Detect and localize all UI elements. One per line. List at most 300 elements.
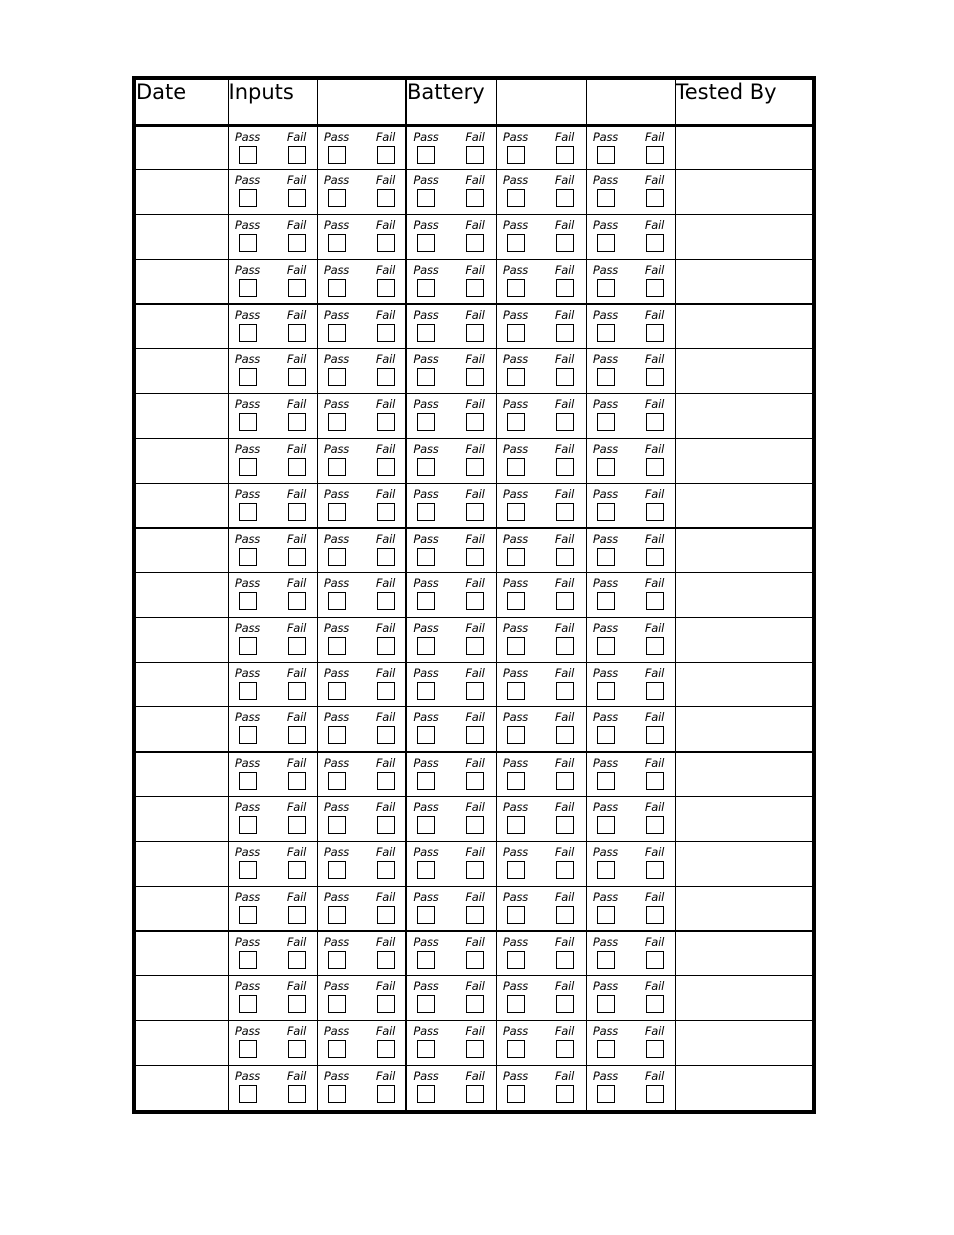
pass-checkbox[interactable] [328, 234, 346, 252]
fail-checkbox[interactable] [466, 726, 484, 744]
fail-checkbox[interactable] [288, 861, 306, 879]
fail-checkbox[interactable] [646, 1085, 664, 1103]
fail-checkbox[interactable] [466, 146, 484, 164]
fail-option [368, 219, 404, 252]
fail-checkbox[interactable] [646, 816, 664, 834]
pass-checkbox[interactable] [597, 368, 615, 386]
pass-checkbox[interactable] [507, 189, 525, 207]
pass-checkbox[interactable] [417, 548, 435, 566]
tested-by-cell[interactable] [675, 707, 812, 752]
fail-checkbox[interactable] [377, 548, 395, 566]
pass-checkbox[interactable] [597, 458, 615, 476]
pass-fail-cell [586, 528, 675, 573]
pass-checkbox[interactable] [328, 592, 346, 610]
fail-checkbox[interactable] [556, 279, 574, 297]
pass-checkbox[interactable] [239, 548, 257, 566]
fail-checkbox[interactable] [377, 368, 395, 386]
fail-checkbox[interactable] [288, 458, 306, 476]
pass-checkbox[interactable] [507, 682, 525, 700]
pass-checkbox[interactable] [417, 906, 435, 924]
log-row [136, 304, 812, 349]
pass-checkbox[interactable] [239, 1085, 257, 1103]
pass-checkbox[interactable] [328, 458, 346, 476]
pass-checkbox[interactable] [507, 548, 525, 566]
fail-checkbox[interactable] [556, 1085, 574, 1103]
pass-checkbox[interactable] [597, 324, 615, 342]
fail-checkbox[interactable] [466, 413, 484, 431]
fail-checkbox[interactable] [646, 324, 664, 342]
fail-checkbox[interactable] [466, 772, 484, 790]
pass-checkbox[interactable] [239, 146, 257, 164]
pass-fail-cell [586, 394, 675, 439]
pass-option [588, 131, 624, 164]
pass-checkbox[interactable] [328, 146, 346, 164]
fail-checkbox[interactable] [377, 816, 395, 834]
fail-checkbox[interactable] [646, 458, 664, 476]
pass-checkbox[interactable] [597, 592, 615, 610]
fail-checkbox[interactable] [288, 682, 306, 700]
fail-checkbox[interactable] [556, 906, 574, 924]
fail-checkbox[interactable] [556, 368, 574, 386]
pass-checkbox[interactable] [328, 951, 346, 969]
tested-by-cell[interactable] [675, 304, 812, 349]
fail-checkbox[interactable] [646, 368, 664, 386]
fail-checkbox[interactable] [556, 413, 574, 431]
fail-checkbox[interactable] [377, 951, 395, 969]
fail-checkbox[interactable] [466, 368, 484, 386]
fail-checkbox[interactable] [556, 726, 574, 744]
pass-checkbox[interactable] [597, 726, 615, 744]
pass-checkbox[interactable] [328, 682, 346, 700]
date-cell[interactable] [136, 1065, 228, 1110]
date-cell[interactable] [136, 1020, 228, 1065]
tested-by-cell[interactable] [675, 886, 812, 931]
pass-checkbox[interactable] [507, 861, 525, 879]
fail-checkbox[interactable] [377, 503, 395, 521]
fail-checkbox[interactable] [288, 368, 306, 386]
fail-checkbox[interactable] [556, 772, 574, 790]
fail-checkbox[interactable] [288, 1085, 306, 1103]
pass-checkbox[interactable] [597, 951, 615, 969]
date-cell[interactable] [136, 796, 228, 841]
fail-checkbox[interactable] [646, 861, 664, 879]
fail-label: Fail [554, 352, 575, 367]
tested-by-cell[interactable] [675, 125, 812, 170]
fail-checkbox[interactable] [377, 146, 395, 164]
pass-checkbox[interactable] [239, 368, 257, 386]
fail-checkbox[interactable] [466, 682, 484, 700]
fail-checkbox[interactable] [466, 906, 484, 924]
tested-by-cell[interactable] [675, 841, 812, 886]
fail-checkbox[interactable] [377, 189, 395, 207]
pass-checkbox[interactable] [417, 189, 435, 207]
fail-checkbox[interactable] [288, 772, 306, 790]
pass-fail-cell [406, 349, 496, 394]
pass-checkbox[interactable] [328, 413, 346, 431]
fail-checkbox[interactable] [377, 906, 395, 924]
tested-by-cell[interactable] [675, 573, 812, 618]
tested-by-cell[interactable] [675, 349, 812, 394]
fail-checkbox[interactable] [377, 637, 395, 655]
pass-option [588, 936, 624, 969]
fail-checkbox[interactable] [556, 861, 574, 879]
fail-label: Fail [375, 173, 396, 188]
fail-checkbox[interactable] [556, 234, 574, 252]
fail-checkbox[interactable] [646, 592, 664, 610]
pass-checkbox[interactable] [328, 368, 346, 386]
pass-checkbox[interactable] [417, 458, 435, 476]
fail-checkbox[interactable] [556, 682, 574, 700]
date-cell[interactable] [136, 617, 228, 662]
fail-label: Fail [465, 531, 485, 546]
pass-checkbox[interactable] [328, 637, 346, 655]
date-cell[interactable] [136, 215, 228, 260]
tested-by-cell[interactable] [675, 483, 812, 528]
pass-checkbox[interactable] [507, 816, 525, 834]
pass-checkbox[interactable] [239, 682, 257, 700]
pass-checkbox[interactable] [597, 548, 615, 566]
fail-checkbox[interactable] [288, 951, 306, 969]
pass-checkbox[interactable] [507, 324, 525, 342]
pass-fail-cell [317, 841, 406, 886]
fail-checkbox[interactable] [646, 682, 664, 700]
fail-label: Fail [465, 576, 485, 591]
date-cell[interactable] [136, 125, 228, 170]
pass-checkbox[interactable] [239, 951, 257, 969]
pass-checkbox[interactable] [328, 189, 346, 207]
fail-checkbox[interactable] [377, 726, 395, 744]
pass-checkbox[interactable] [507, 592, 525, 610]
pass-label: Pass [592, 441, 619, 456]
date-cell[interactable] [136, 976, 228, 1021]
fail-option [457, 264, 493, 297]
pass-checkbox[interactable] [597, 772, 615, 790]
fail-checkbox[interactable] [556, 189, 574, 207]
date-cell[interactable] [136, 438, 228, 483]
pass-checkbox[interactable] [328, 548, 346, 566]
fail-checkbox[interactable] [288, 234, 306, 252]
pass-checkbox[interactable] [507, 995, 525, 1013]
pass-checkbox[interactable] [597, 1085, 615, 1103]
pass-checkbox[interactable] [239, 861, 257, 879]
date-cell[interactable] [136, 483, 228, 528]
pass-checkbox[interactable] [507, 951, 525, 969]
pass-checkbox[interactable] [328, 816, 346, 834]
pass-checkbox[interactable] [417, 951, 435, 969]
pass-checkbox[interactable] [328, 503, 346, 521]
tested-by-cell[interactable] [675, 752, 812, 797]
date-cell[interactable] [136, 259, 228, 304]
fail-checkbox[interactable] [646, 503, 664, 521]
fail-checkbox[interactable] [646, 189, 664, 207]
tested-by-cell[interactable] [675, 662, 812, 707]
fail-checkbox[interactable] [288, 906, 306, 924]
tested-by-cell[interactable] [675, 215, 812, 260]
pass-checkbox[interactable] [328, 324, 346, 342]
date-cell[interactable] [136, 707, 228, 752]
fail-checkbox[interactable] [288, 995, 306, 1013]
fail-checkbox[interactable] [377, 1040, 395, 1058]
pass-checkbox[interactable] [417, 503, 435, 521]
fail-checkbox[interactable] [556, 637, 574, 655]
fail-checkbox[interactable] [556, 548, 574, 566]
pass-checkbox[interactable] [239, 503, 257, 521]
pass-checkbox[interactable] [239, 234, 257, 252]
fail-checkbox[interactable] [288, 324, 306, 342]
tested-by-cell[interactable] [675, 796, 812, 841]
pass-checkbox[interactable] [417, 772, 435, 790]
date-cell[interactable] [136, 170, 228, 215]
fail-checkbox[interactable] [377, 324, 395, 342]
pass-option [319, 622, 355, 655]
fail-label: Fail [375, 397, 396, 412]
pass-checkbox[interactable] [239, 324, 257, 342]
fail-label: Fail [644, 308, 665, 323]
pass-checkbox[interactable] [507, 637, 525, 655]
pass-checkbox[interactable] [597, 503, 615, 521]
fail-checkbox[interactable] [466, 548, 484, 566]
pass-option [408, 936, 444, 969]
fail-checkbox[interactable] [646, 413, 664, 431]
pass-checkbox[interactable] [417, 1040, 435, 1058]
pass-checkbox[interactable] [507, 503, 525, 521]
pass-checkbox[interactable] [507, 1085, 525, 1103]
pass-label: Pass [502, 218, 529, 233]
fail-checkbox[interactable] [466, 1040, 484, 1058]
fail-checkbox[interactable] [288, 413, 306, 431]
date-cell[interactable] [136, 394, 228, 439]
date-cell[interactable] [136, 886, 228, 931]
pass-checkbox[interactable] [239, 995, 257, 1013]
fail-checkbox[interactable] [556, 995, 574, 1013]
fail-checkbox[interactable] [556, 816, 574, 834]
pass-checkbox[interactable] [507, 368, 525, 386]
fail-checkbox[interactable] [377, 234, 395, 252]
pass-option [498, 398, 534, 431]
pass-checkbox[interactable] [597, 682, 615, 700]
log-body [136, 125, 812, 1110]
tested-by-cell[interactable] [675, 259, 812, 304]
pass-checkbox[interactable] [417, 816, 435, 834]
fail-checkbox[interactable] [646, 1040, 664, 1058]
pass-checkbox[interactable] [507, 413, 525, 431]
fail-checkbox[interactable] [556, 146, 574, 164]
log-row [136, 886, 812, 931]
pass-checkbox[interactable] [417, 324, 435, 342]
pass-checkbox[interactable] [328, 279, 346, 297]
pass-checkbox[interactable] [597, 637, 615, 655]
pass-checkbox[interactable] [507, 1040, 525, 1058]
fail-checkbox[interactable] [377, 458, 395, 476]
fail-checkbox[interactable] [466, 1085, 484, 1103]
date-cell[interactable] [136, 349, 228, 394]
pass-checkbox[interactable] [417, 368, 435, 386]
fail-checkbox[interactable] [288, 726, 306, 744]
pass-checkbox[interactable] [597, 413, 615, 431]
fail-checkbox[interactable] [466, 279, 484, 297]
fail-checkbox[interactable] [288, 189, 306, 207]
fail-checkbox[interactable] [466, 592, 484, 610]
fail-checkbox[interactable] [466, 324, 484, 342]
fail-checkbox[interactable] [288, 279, 306, 297]
fail-checkbox[interactable] [377, 1085, 395, 1103]
pass-option [230, 936, 266, 969]
pass-checkbox[interactable] [417, 637, 435, 655]
pass-checkbox[interactable] [597, 279, 615, 297]
fail-checkbox[interactable] [646, 995, 664, 1013]
pass-checkbox[interactable] [597, 861, 615, 879]
pass-checkbox[interactable] [239, 189, 257, 207]
date-cell[interactable] [136, 573, 228, 618]
fail-checkbox[interactable] [466, 503, 484, 521]
pass-checkbox[interactable] [239, 279, 257, 297]
fail-option [547, 711, 583, 744]
fail-checkbox[interactable] [377, 682, 395, 700]
pass-label: Pass [592, 844, 619, 859]
pass-checkbox[interactable] [417, 279, 435, 297]
pass-checkbox[interactable] [597, 1040, 615, 1058]
pass-checkbox[interactable] [417, 146, 435, 164]
fail-label: Fail [554, 665, 575, 680]
fail-checkbox[interactable] [377, 995, 395, 1013]
pass-checkbox[interactable] [417, 592, 435, 610]
pass-checkbox[interactable] [328, 906, 346, 924]
fail-checkbox[interactable] [377, 772, 395, 790]
pass-checkbox[interactable] [417, 726, 435, 744]
pass-checkbox[interactable] [417, 995, 435, 1013]
fail-checkbox[interactable] [288, 503, 306, 521]
pass-checkbox[interactable] [239, 413, 257, 431]
tested-by-cell[interactable] [675, 931, 812, 976]
pass-checkbox[interactable] [239, 458, 257, 476]
fail-checkbox[interactable] [288, 816, 306, 834]
pass-checkbox[interactable] [417, 682, 435, 700]
pass-checkbox[interactable] [507, 279, 525, 297]
pass-checkbox[interactable] [597, 234, 615, 252]
pass-fail-cell [317, 170, 406, 215]
pass-option [230, 980, 266, 1013]
pass-checkbox[interactable] [597, 189, 615, 207]
pass-checkbox[interactable] [239, 906, 257, 924]
fail-checkbox[interactable] [377, 861, 395, 879]
tested-by-cell[interactable] [675, 438, 812, 483]
date-cell[interactable] [136, 841, 228, 886]
pass-checkbox[interactable] [597, 146, 615, 164]
fail-checkbox[interactable] [466, 637, 484, 655]
fail-checkbox[interactable] [466, 861, 484, 879]
fail-checkbox[interactable] [646, 951, 664, 969]
pass-checkbox[interactable] [328, 1085, 346, 1103]
pass-checkbox[interactable] [507, 146, 525, 164]
pass-checkbox[interactable] [417, 234, 435, 252]
pass-fail-cell [586, 259, 675, 304]
fail-checkbox[interactable] [646, 146, 664, 164]
fail-checkbox[interactable] [556, 1040, 574, 1058]
fail-checkbox[interactable] [377, 592, 395, 610]
pass-checkbox[interactable] [239, 1040, 257, 1058]
fail-checkbox[interactable] [377, 413, 395, 431]
fail-checkbox[interactable] [646, 234, 664, 252]
fail-checkbox[interactable] [288, 637, 306, 655]
fail-checkbox[interactable] [646, 279, 664, 297]
pass-checkbox[interactable] [417, 413, 435, 431]
fail-checkbox[interactable] [288, 146, 306, 164]
pass-checkbox[interactable] [417, 861, 435, 879]
pass-checkbox[interactable] [417, 1085, 435, 1103]
fail-checkbox[interactable] [466, 458, 484, 476]
pass-checkbox[interactable] [239, 772, 257, 790]
pass-label: Pass [234, 218, 261, 233]
pass-checkbox[interactable] [597, 995, 615, 1013]
pass-checkbox[interactable] [507, 726, 525, 744]
fail-checkbox[interactable] [466, 951, 484, 969]
pass-checkbox[interactable] [597, 906, 615, 924]
pass-checkbox[interactable] [328, 1040, 346, 1058]
fail-checkbox[interactable] [288, 1040, 306, 1058]
pass-checkbox[interactable] [328, 772, 346, 790]
pass-fail-cell [317, 573, 406, 618]
tested-by-cell[interactable] [675, 1020, 812, 1065]
tested-by-cell[interactable] [675, 976, 812, 1021]
fail-checkbox[interactable] [556, 503, 574, 521]
fail-checkbox[interactable] [556, 324, 574, 342]
pass-checkbox[interactable] [328, 861, 346, 879]
tested-by-cell[interactable] [675, 617, 812, 662]
fail-checkbox[interactable] [646, 637, 664, 655]
pass-label: Pass [323, 486, 350, 501]
tested-by-cell[interactable] [675, 1065, 812, 1110]
fail-checkbox[interactable] [466, 189, 484, 207]
pass-checkbox[interactable] [507, 458, 525, 476]
date-cell[interactable] [136, 931, 228, 976]
tested-by-cell[interactable] [675, 394, 812, 439]
pass-checkbox[interactable] [239, 592, 257, 610]
tested-by-cell[interactable] [675, 528, 812, 573]
fail-checkbox[interactable] [377, 279, 395, 297]
pass-checkbox[interactable] [507, 772, 525, 790]
fail-checkbox[interactable] [646, 726, 664, 744]
fail-option [547, 353, 583, 386]
date-cell[interactable] [136, 752, 228, 797]
fail-checkbox[interactable] [466, 234, 484, 252]
fail-checkbox[interactable] [646, 772, 664, 790]
date-cell[interactable] [136, 662, 228, 707]
fail-checkbox[interactable] [556, 458, 574, 476]
fail-checkbox[interactable] [288, 548, 306, 566]
fail-checkbox[interactable] [556, 951, 574, 969]
pass-checkbox[interactable] [328, 726, 346, 744]
pass-checkbox[interactable] [239, 726, 257, 744]
pass-checkbox[interactable] [239, 816, 257, 834]
fail-checkbox[interactable] [646, 906, 664, 924]
pass-fail-cell [586, 886, 675, 931]
pass-checkbox[interactable] [239, 637, 257, 655]
fail-checkbox[interactable] [556, 592, 574, 610]
pass-checkbox[interactable] [507, 906, 525, 924]
fail-checkbox[interactable] [466, 995, 484, 1013]
pass-checkbox[interactable] [597, 816, 615, 834]
fail-checkbox[interactable] [466, 816, 484, 834]
date-cell[interactable] [136, 528, 228, 573]
tested-by-cell[interactable] [675, 170, 812, 215]
pass-fail-cell [586, 976, 675, 1021]
fail-checkbox[interactable] [288, 592, 306, 610]
date-cell[interactable] [136, 304, 228, 349]
fail-label: Fail [644, 531, 665, 546]
pass-checkbox[interactable] [328, 995, 346, 1013]
pass-checkbox[interactable] [507, 234, 525, 252]
fail-checkbox[interactable] [646, 548, 664, 566]
